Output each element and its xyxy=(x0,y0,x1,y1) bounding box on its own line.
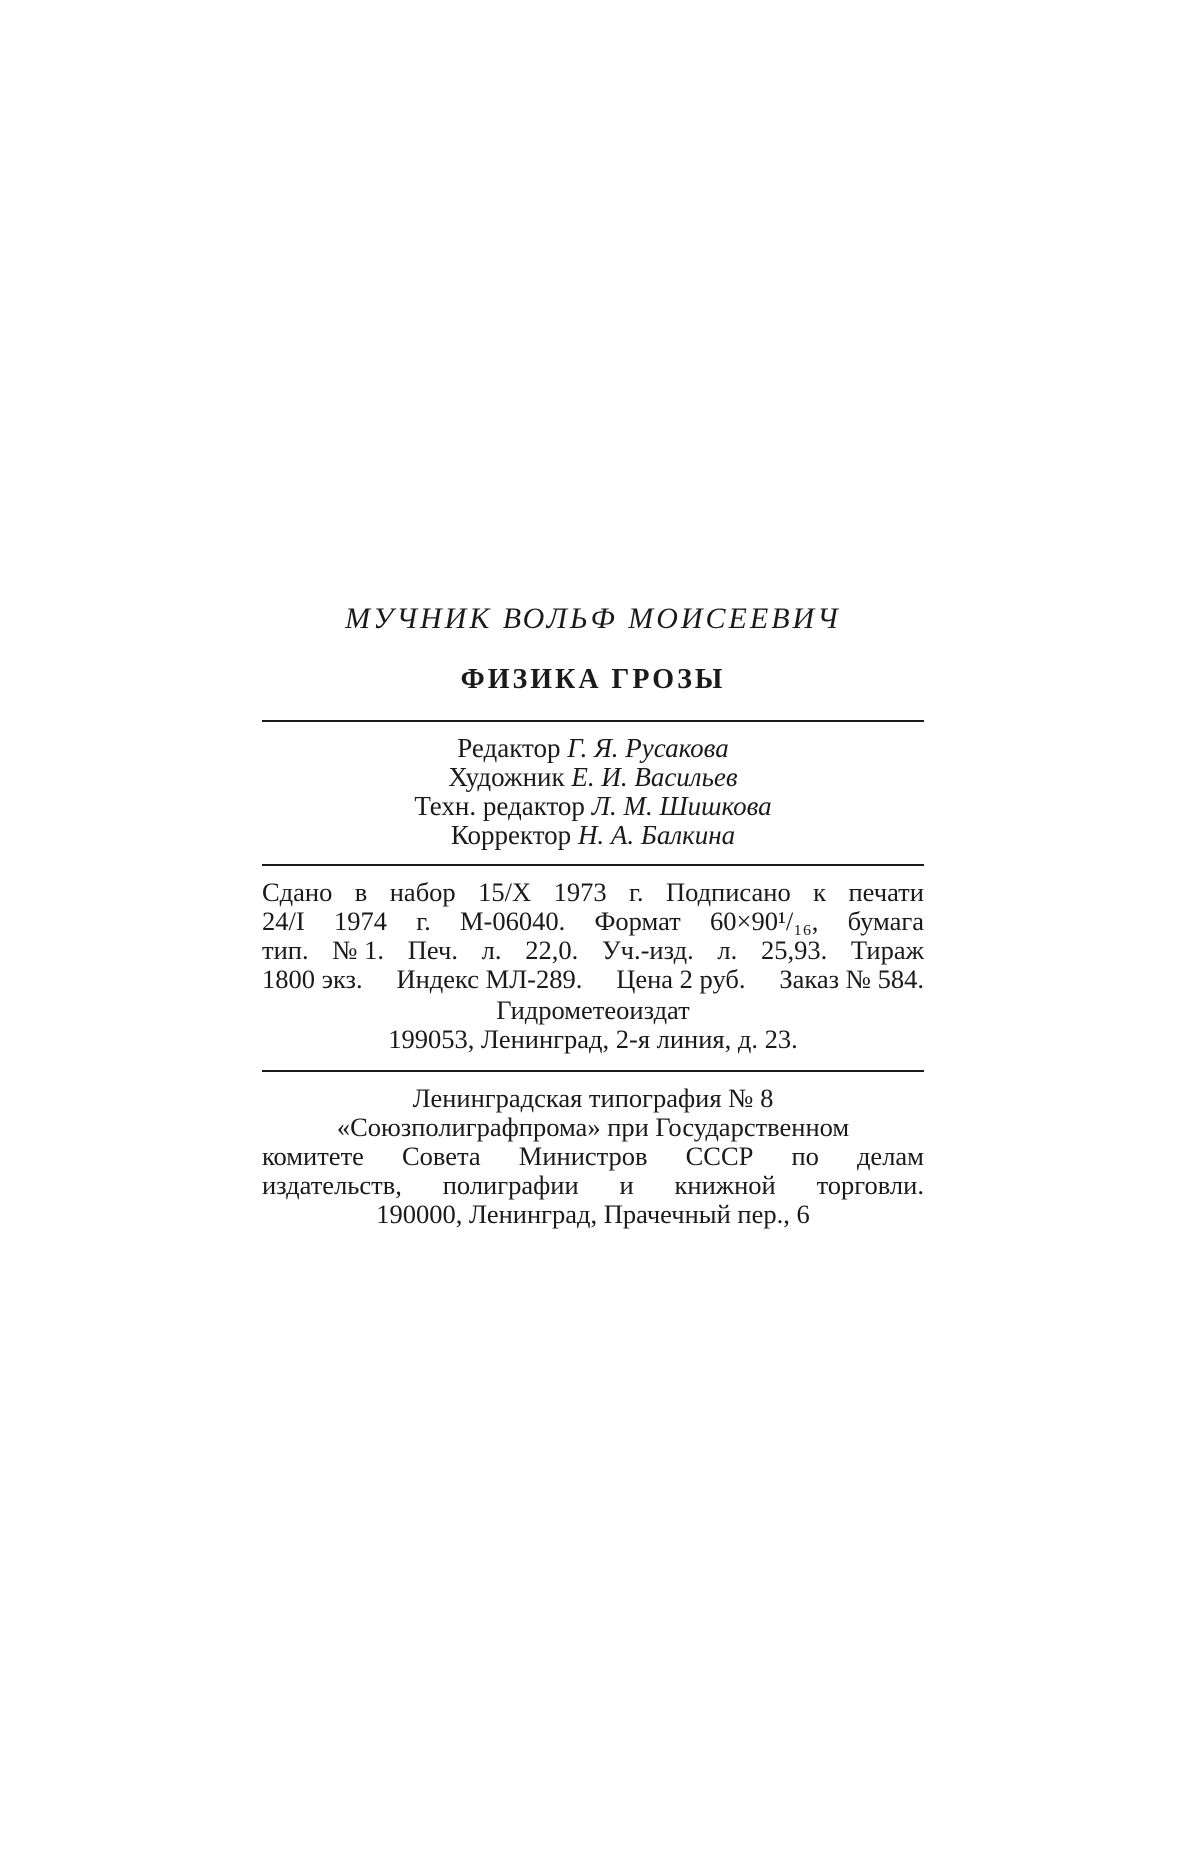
imprint-word: 22,0. xyxy=(525,935,579,965)
imprint-line-3 xyxy=(262,936,924,965)
imprint-word: бумага xyxy=(847,906,924,936)
imprint-word: 15/Х xyxy=(478,877,532,907)
printer-word: торговли. xyxy=(816,1170,924,1200)
imprint-line-2 xyxy=(262,907,924,936)
credit-name: Н. А. Балкина xyxy=(577,820,736,850)
imprint-word: к xyxy=(813,877,827,907)
imprint-word: 1974 xyxy=(333,906,387,936)
printer-word: издательств, xyxy=(262,1170,402,1200)
book-title: ФИЗИКА ГРОЗЫ xyxy=(460,664,726,695)
imprint-word: Печ. xyxy=(407,935,458,965)
printer-word: по xyxy=(791,1141,819,1171)
printer-line-5: 190000, Ленинград, Прачечный пер., 6 xyxy=(376,1199,810,1229)
imprint-word: в xyxy=(354,877,368,907)
imprint-block xyxy=(262,878,924,1054)
credit-line-artist xyxy=(262,763,924,792)
imprint-word: Заказ № 584. xyxy=(779,964,924,994)
imprint-word: 1973 xyxy=(553,877,607,907)
imprint-word: М-06040. xyxy=(459,906,566,936)
printer-line-1: Ленинградская типография № 8 xyxy=(412,1083,774,1113)
imprint-word: 25,93. xyxy=(760,935,828,965)
credit-name: Л. М. Шишкова xyxy=(591,791,772,821)
imprint-line-4 xyxy=(262,965,924,994)
imprint-word: Формат xyxy=(594,906,681,936)
divider-rule xyxy=(262,864,924,866)
imprint-word: 1800 экз. xyxy=(262,964,363,994)
imprint-word: набор xyxy=(389,877,456,907)
imprint-word: Тираж xyxy=(850,935,924,965)
imprint-word: г. xyxy=(629,877,644,907)
credit-role: Корректор xyxy=(450,820,572,850)
imprint-word: г. xyxy=(416,906,431,936)
printer-block xyxy=(262,1084,924,1229)
publisher-name: Гидрометеоиздат xyxy=(496,995,690,1025)
imprint-word: 24/I xyxy=(262,906,305,936)
credits-block xyxy=(262,734,924,850)
imprint-word: л. xyxy=(717,935,738,965)
imprint-word: Подписано xyxy=(665,877,791,907)
printer-word: комитете xyxy=(262,1141,364,1171)
credit-role: Техн. редактор xyxy=(414,791,585,821)
printer-word: и xyxy=(619,1170,634,1200)
imprint-word: Индекс МЛ-289. xyxy=(396,964,583,994)
imprint-word: 60×90¹/₁₆, xyxy=(710,906,819,936)
credit-role: Редактор xyxy=(457,733,561,763)
credit-role: Художник xyxy=(448,762,565,792)
printer-word: полиграфии xyxy=(442,1170,579,1200)
imprint-word: № 1. xyxy=(332,935,385,965)
imprint-word: Цена 2 руб. xyxy=(616,964,746,994)
credit-name: Е. И. Васильев xyxy=(571,762,738,792)
printer-word: книжной xyxy=(674,1170,776,1200)
credit-line-proofreader xyxy=(262,821,924,850)
imprint-word: печати xyxy=(848,877,924,907)
publisher-address: 199053, Ленинград, 2-я линия, д. 23. xyxy=(388,1024,798,1054)
divider-rule xyxy=(262,720,924,722)
printer-word: СССР xyxy=(685,1141,754,1171)
credit-line-editor xyxy=(262,734,924,763)
printer-line-4 xyxy=(262,1171,924,1200)
credit-name: Г. Я. Русакова xyxy=(567,733,729,763)
colophon xyxy=(262,600,924,1229)
printer-line-3 xyxy=(262,1142,924,1171)
author-name: МУЧНИК ВОЛЬФ МОИСЕЕВИЧ xyxy=(345,602,841,635)
imprint-word: л. xyxy=(481,935,502,965)
printer-line-2: «Союзполиграфпрома» при Государственном xyxy=(336,1112,850,1142)
divider-rule xyxy=(262,1070,924,1072)
printer-word: Совета xyxy=(401,1141,481,1171)
printer-word: делам xyxy=(856,1141,924,1171)
imprint-word: Сдано xyxy=(262,877,333,907)
credit-line-tech-editor xyxy=(262,792,924,821)
imprint-word: Уч.-изд. xyxy=(601,935,694,965)
imprint-word: тип. xyxy=(262,935,309,965)
printer-word: Министров xyxy=(518,1141,648,1171)
imprint-line-1 xyxy=(262,878,924,907)
